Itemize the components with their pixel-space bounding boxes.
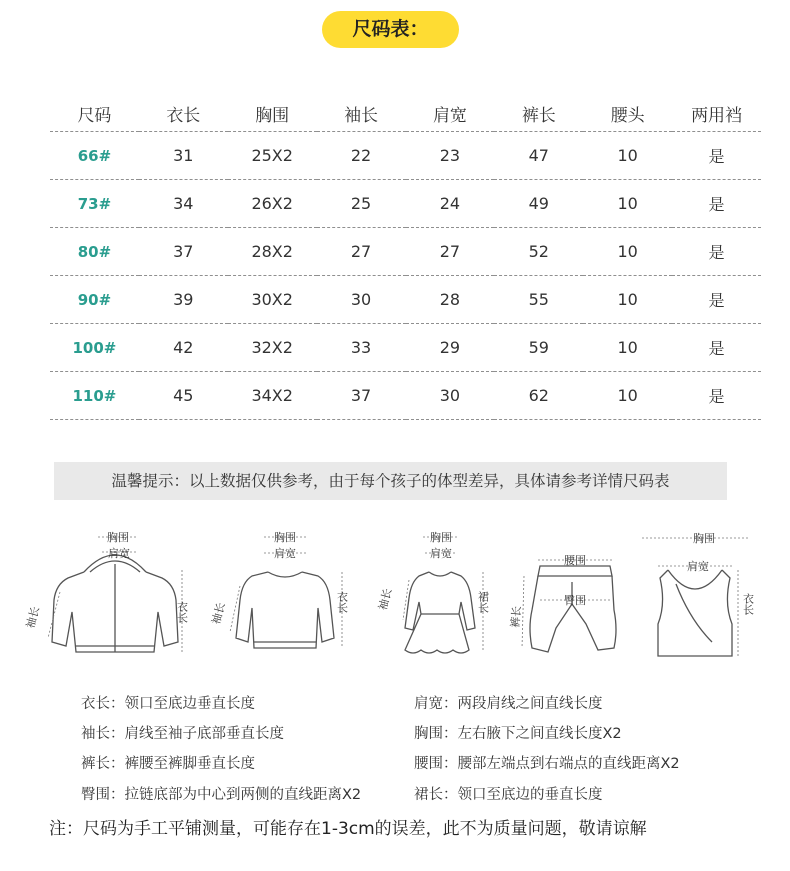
- table-cell: 10: [583, 276, 672, 324]
- shoulder-label: 肩宽: [274, 547, 296, 560]
- table-cell: 是: [672, 180, 761, 228]
- table-cell: 是: [672, 276, 761, 324]
- length-label-3: 衣长: [741, 593, 755, 615]
- header-cell: 裤长: [494, 96, 583, 132]
- table-cell: 59: [494, 324, 583, 372]
- table-row: [50, 324, 761, 372]
- size-cell: 73#: [50, 180, 139, 228]
- table-cell: 45: [139, 372, 228, 420]
- table-cell: 10: [583, 228, 672, 276]
- dress-diagram: [375, 520, 505, 670]
- legend-item: 衣长：领口至底边垂直长度: [81, 696, 255, 712]
- legend-item: 袖长：肩线至袖子底部垂直长度: [81, 726, 284, 742]
- garment-diagrams: [23, 520, 760, 670]
- legend-item: 肩宽：两段肩线之间直线长度: [414, 696, 603, 712]
- header-cell: 尺码: [50, 96, 139, 132]
- table-cell: 30: [317, 276, 406, 324]
- sleeve-label: 袖长: [376, 587, 395, 612]
- table-cell: 25: [317, 180, 406, 228]
- table-cell: 55: [494, 276, 583, 324]
- table-row: [50, 180, 761, 228]
- header-cell: 腰头: [583, 96, 672, 132]
- table-cell: 37: [139, 228, 228, 276]
- chest-label: 胸围: [430, 531, 452, 544]
- table-cell: 32X2: [228, 324, 317, 372]
- page-title: 尺码表：: [322, 11, 459, 48]
- legend-item: 裙长：领口至底边的垂直长度: [414, 787, 603, 803]
- legend-item: 裤长：裤腰至裤脚垂直长度: [81, 756, 255, 772]
- table-header-row: [50, 96, 761, 132]
- header-cell: 袖长: [317, 96, 406, 132]
- length-label-2: 衣长: [335, 591, 349, 613]
- table-row: [50, 132, 761, 180]
- header-cell: 两用裆: [672, 96, 761, 132]
- table-cell: 28: [406, 276, 495, 324]
- size-table: [50, 96, 761, 420]
- table-cell: 22: [317, 132, 406, 180]
- header-cell: 肩宽: [406, 96, 495, 132]
- table-cell: 34X2: [228, 372, 317, 420]
- header-cell: 胸围: [228, 96, 317, 132]
- skirt-length-label: 裙长: [476, 591, 490, 613]
- pants-diagram: [510, 520, 640, 670]
- table-cell: 37: [317, 372, 406, 420]
- table-row: [50, 228, 761, 276]
- shoulder-label: 肩宽: [687, 560, 709, 573]
- table-cell: 是: [672, 132, 761, 180]
- shoulder-label: 肩宽: [430, 547, 452, 560]
- sleeve-label: 袖长: [209, 601, 228, 626]
- chest-label: 胸围: [693, 532, 715, 545]
- legend-item: 腰围：腰部左端点到右端点的直线距离X2: [414, 756, 680, 772]
- table-cell: 47: [494, 132, 583, 180]
- header-cell: 衣长: [139, 96, 228, 132]
- waist-label: 腰围: [564, 554, 586, 567]
- table-cell: 26X2: [228, 180, 317, 228]
- table-cell: 10: [583, 180, 672, 228]
- hoodie-diagram: [23, 520, 190, 670]
- table-cell: 27: [406, 228, 495, 276]
- table-cell: 42: [139, 324, 228, 372]
- table-cell: 39: [139, 276, 228, 324]
- table-cell: 27: [317, 228, 406, 276]
- table-cell: 30: [406, 372, 495, 420]
- footnote: 注：尺码为手工平铺测量，可能存在1-3cm的误差，此不为质量问题，敬请谅解: [49, 819, 647, 839]
- tip-banner: 温馨提示：以上数据仅供参考，由于每个孩子的体型差异，具体请参考详情尺码表: [54, 462, 727, 500]
- table-cell: 23: [406, 132, 495, 180]
- chest-label: 胸围: [274, 531, 296, 544]
- sweater-diagram: [210, 520, 360, 670]
- table-cell: 是: [672, 372, 761, 420]
- sleeve-label: 袖长: [23, 605, 43, 630]
- table-cell: 是: [672, 228, 761, 276]
- chest-label: 胸围: [107, 531, 129, 544]
- table-cell: 34: [139, 180, 228, 228]
- table-cell: 是: [672, 324, 761, 372]
- table-cell: 31: [139, 132, 228, 180]
- size-cell: 80#: [50, 228, 139, 276]
- shoulder-label: 肩宽: [108, 547, 130, 560]
- table-cell: 10: [583, 132, 672, 180]
- size-cell: 90#: [50, 276, 139, 324]
- vest-diagram: [630, 520, 760, 670]
- legend-item: 臀围：拉链底部为中心到两侧的直线距离X2: [81, 787, 362, 803]
- table-row: [50, 372, 761, 420]
- table-cell: 28X2: [228, 228, 317, 276]
- table-cell: 25X2: [228, 132, 317, 180]
- table-cell: 49: [494, 180, 583, 228]
- hip-label: 臀围: [564, 594, 586, 607]
- size-cell: 66#: [50, 132, 139, 180]
- table-row: [50, 276, 761, 324]
- table-cell: 10: [583, 372, 672, 420]
- length-label-1: 衣长: [175, 601, 189, 623]
- table-cell: 24: [406, 180, 495, 228]
- size-cell: 110#: [50, 372, 139, 420]
- table-cell: 10: [583, 324, 672, 372]
- pants-length-label: 裤长: [508, 605, 524, 629]
- table-cell: 30X2: [228, 276, 317, 324]
- table-cell: 33: [317, 324, 406, 372]
- size-cell: 100#: [50, 324, 139, 372]
- table-cell: 62: [494, 372, 583, 420]
- table-cell: 52: [494, 228, 583, 276]
- legend-item: 胸围：左右腋下之间直线长度X2: [414, 726, 622, 742]
- table-cell: 29: [406, 324, 495, 372]
